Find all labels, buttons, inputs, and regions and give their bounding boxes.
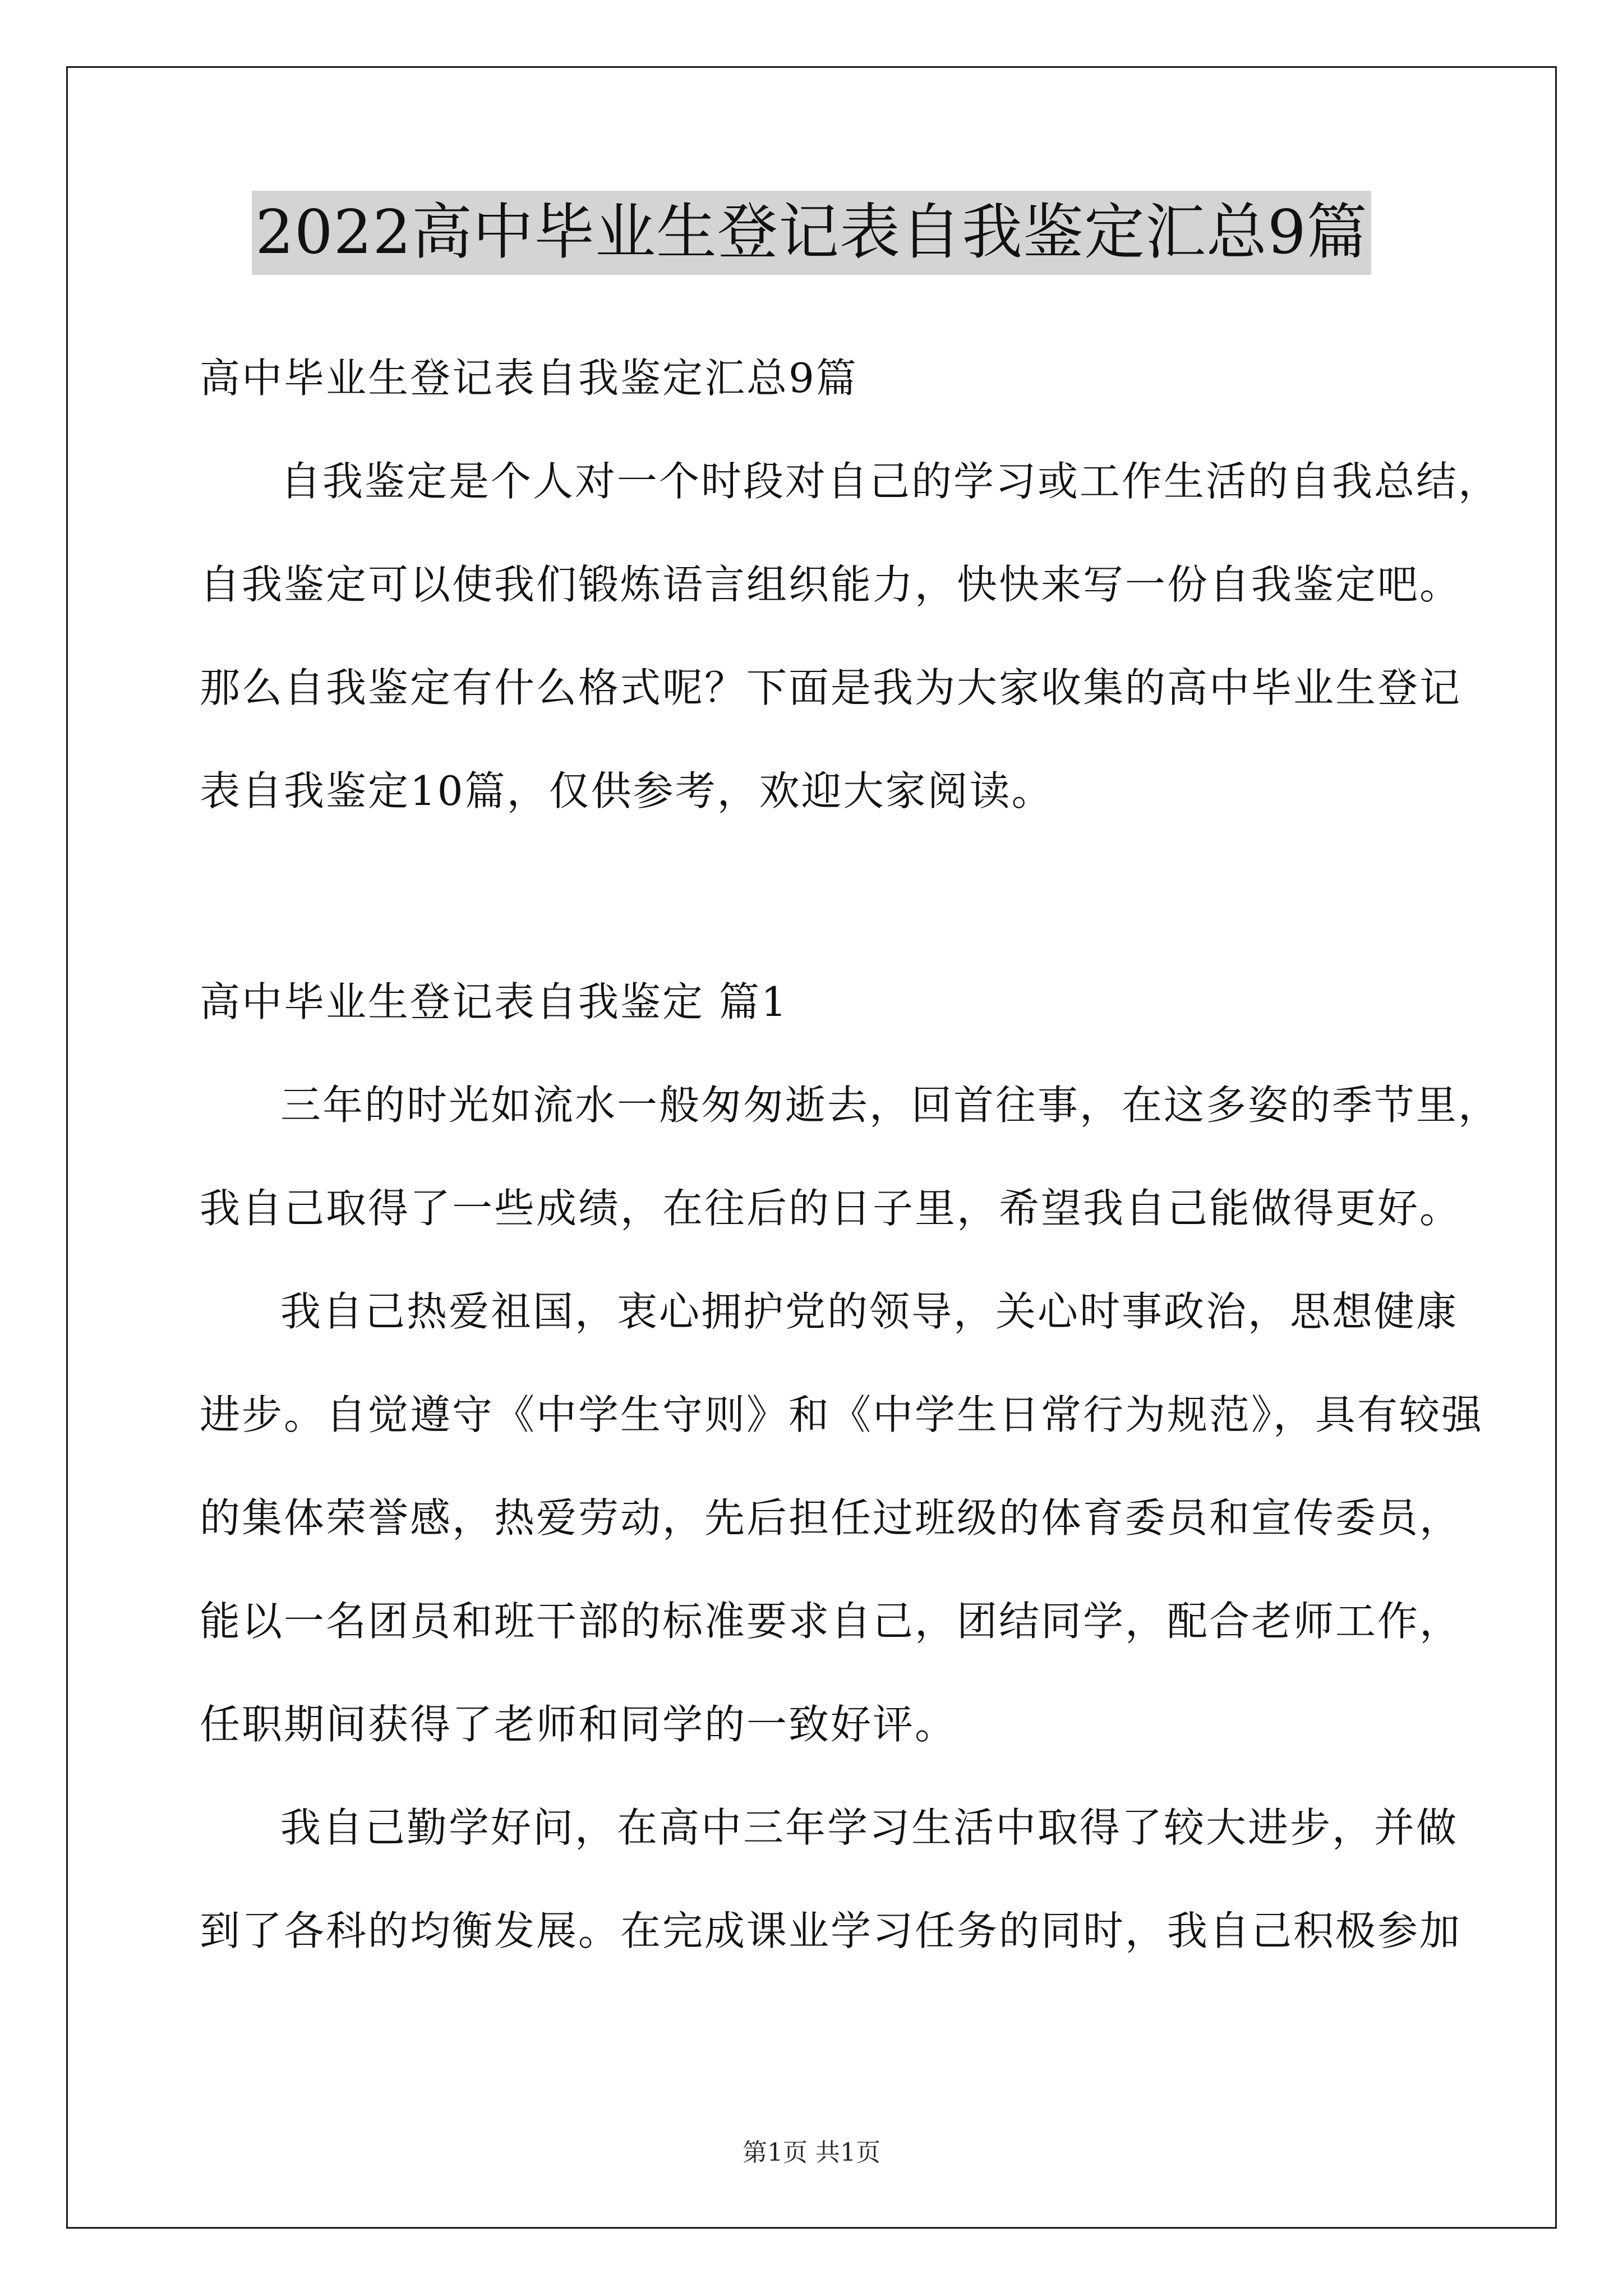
section-line-6: 能以一名团员和班干部的标准要求自己，团结同学，配合老师工作， [200,1598,1462,1645]
section-line-4: 进步。自觉遵守《中学生守则》和《中学生日常行为规范》，具有较强 [200,1391,1484,1438]
document-title: 2022高中毕业生登记表自我鉴定汇总9篇 [252,191,1371,275]
title-container [0,191,1623,275]
section-line-7: 任职期间获得了老师和同学的一致好评。 [200,1701,957,1748]
intro-line-4: 表自我鉴定10篇，仅供参考，欢迎大家阅读。 [200,767,1054,815]
document-subtitle: 高中毕业生登记表自我鉴定汇总9篇 [200,355,858,402]
section-line-1: 三年的时光如流水一般匆匆逝去，回首往事，在这多姿的季节里， [280,1082,1501,1129]
paragraph-gap [200,855,1456,963]
section-line-9: 到了各科的均衡发展。在完成课业学习任务的同时，我自己积极参加 [200,1907,1462,1954]
page-footer: 第1页 共1页 [743,2138,880,2167]
section-heading: 高中毕业生登记表自我鉴定 篇1 [200,978,789,1025]
intro-line-2: 自我鉴定可以使我们锻炼语言组织能力，快快来写一份自我鉴定吧。 [200,561,1462,608]
section-line-8: 我自己勤学好问，在高中三年学习生活中取得了较大进步，并做 [280,1804,1459,1851]
document-body [200,339,1501,1995]
section-line-2: 我自己取得了一些成绩，在往后的日子里，希望我自己能做得更好。 [200,1185,1462,1232]
intro-line-3: 那么自我鉴定有什么格式呢？下面是我为大家收集的高中毕业生登记 [200,664,1462,711]
section-line-3: 我自己热爱祖国，衷心拥护党的领导，关心时事政治，思想健康 [280,1288,1459,1335]
intro-line-1: 自我鉴定是个人对一个时段对自己的学习或工作生活的自我总结， [280,458,1501,505]
section-line-5: 的集体荣誉感，热爱劳动，先后担任过班级的体育委员和宣传委员， [200,1494,1462,1542]
